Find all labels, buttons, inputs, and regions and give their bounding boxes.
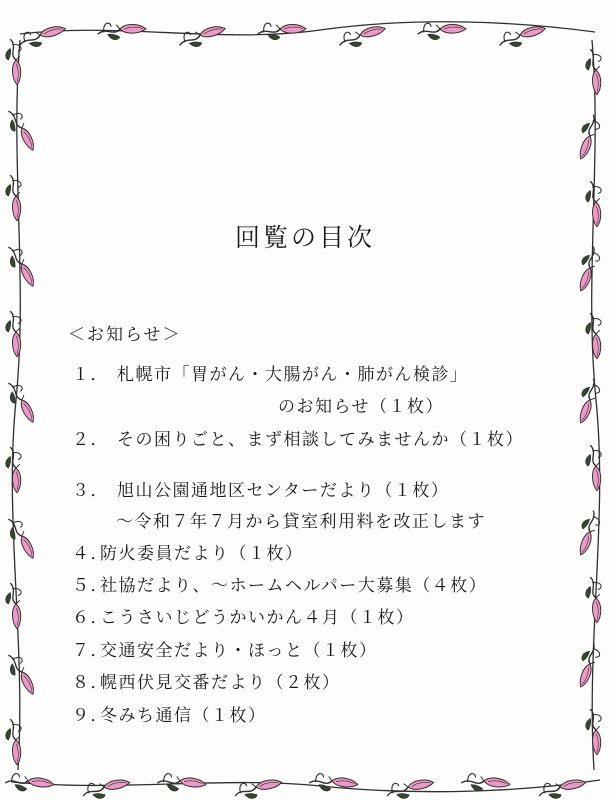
flower-icon xyxy=(17,24,67,50)
item-number: ４． xyxy=(72,544,109,564)
item-text: 旭山公園通地区センターだより（１枚） xyxy=(117,481,450,501)
flower-icon xyxy=(258,23,307,41)
flower-icon xyxy=(337,24,387,50)
item-text: その困りごと、まず相談してみませんか（１枚） xyxy=(117,430,524,450)
item-text: 防火委員だより（１枚） xyxy=(100,544,304,564)
flower-icon xyxy=(6,311,21,357)
flower-icon xyxy=(571,641,604,689)
right-vine xyxy=(571,40,604,770)
flower-icon xyxy=(586,577,601,623)
flower-icon xyxy=(586,709,601,755)
flower-icon xyxy=(497,24,547,50)
item-number: １． xyxy=(72,365,109,385)
top-vine xyxy=(17,22,595,50)
flower-icon xyxy=(571,377,604,425)
flower-icon xyxy=(233,778,283,800)
item-number: ９． xyxy=(72,706,109,726)
page-title: 回覧の目次 xyxy=(234,223,375,252)
flower-icon xyxy=(385,778,435,800)
item-text: 社協だより、～ホームヘルパー大募集（４枚） xyxy=(100,576,488,596)
flower-icon xyxy=(460,772,510,796)
item-continuation: のお知らせ（１枚） xyxy=(278,397,444,417)
left-vine xyxy=(4,39,37,770)
flower-icon xyxy=(571,113,604,161)
bottom-vine xyxy=(4,772,600,800)
flower-icon xyxy=(4,651,37,699)
flower-icon xyxy=(4,107,37,155)
flower-icon xyxy=(4,379,37,427)
item-text: 幌西伏見交番だより（２枚） xyxy=(100,673,341,693)
item-text: 札幌市「胃がん・大腸がん・肺がん検診」 xyxy=(117,365,469,385)
item-text: 交通安全だより・ほっと（１枚） xyxy=(100,641,378,661)
flower-icon xyxy=(4,515,37,563)
flower-icon xyxy=(6,583,21,629)
flower-icon xyxy=(418,23,467,41)
item-continuation: ～令和７年７月から貸室利用料を改正します xyxy=(116,512,486,532)
flower-icon xyxy=(586,313,601,359)
item-number: ８． xyxy=(72,673,109,693)
item-number: ５． xyxy=(72,576,109,596)
section-heading: ＜お知らせ＞ xyxy=(68,325,182,345)
flower-icon xyxy=(81,778,131,800)
flower-icon xyxy=(98,23,147,41)
item-number: ７． xyxy=(72,641,109,661)
flower-icon xyxy=(308,772,358,796)
flower-icon xyxy=(177,24,227,50)
flower-icon xyxy=(6,447,21,493)
flower-icon xyxy=(6,175,21,221)
flower-icon xyxy=(537,778,587,800)
item-text: 冬みち通信（１枚） xyxy=(100,706,267,726)
item-number: ２． xyxy=(72,430,109,450)
item-text: こうさいじどうかいかん４月（１枚） xyxy=(100,608,415,628)
item-number: ６． xyxy=(72,608,109,628)
item-number: ３． xyxy=(72,481,109,501)
